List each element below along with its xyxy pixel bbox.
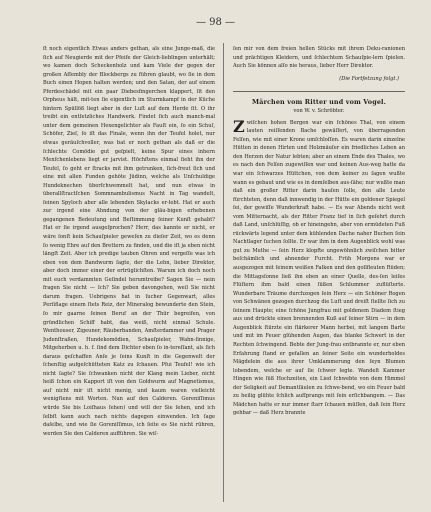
story-body-paragraph <box>233 116 405 418</box>
left-column <box>43 45 215 502</box>
continuation-note: (Die Fortſetzung folgt.) <box>339 75 399 82</box>
page-number: — 98 — <box>195 17 236 28</box>
section-separator <box>233 91 405 92</box>
story-title: Märchen vom Ritter und vom Vogel. <box>251 98 387 107</box>
column-divider <box>223 43 224 502</box>
left-column-text: ſt noch eigentlich Etwas anders gethan, als eine Junge-maß, die ſich auf Neugierde mit der Pfeife der Gleich-lieblingen unterhält; wo kamen doch Scheckenholz und kam Viele der gegen der großen Afſembly der Blockbergs zu führen glaubt, wo ſie in dem Buch einen Hopen halten werden; und den Satan, der auf einem Pferdeschädel mit ein paar Diebesfingerchen klappert, ſit den Orpheus hält, mit-ten ſie eigentlich im Sturmkampf in der Küche hintern Spüllöß liegt aber in der Luſt auf dem Herde ſit. O ihr treibt ein entſetzliches Handwerk. Findet ſich auch manch-mal unter dem gemeinen Hexengelichter als Fauſt ein, ſo ein Schuſ, Schöfer, Zieſ, ſo iſt das Finale, wenn ihn der Teufel holet, nur etwas geräuſchvoller, was bat er noch gethan als daß er die ſchlechte Comödie gut geſpielt, keine Spur eines inhern Menſchenlebens liegt er jarvist. Höchſtens einmal ſieht ihn der Teufel, ſo geht er ſtracks mit ihm getrunken, ſich-freut ſich und eine mit allen Funden gehöte Jüdinn, welche als Unſchuldige Hundeknechen überſchwemmelt hat, und nun etwas in überallſtractſchen Sommnambulismus Nacht in Tag wandelt, ſeinen Spyloch aber alle lebenden Skylacks er-lebt. Hat er auch zur irgend eine Ahndung von der gläu-bigen erhebenen gegangenen Bedeutung und Beſtimmung ſeiner Kunſt gehabt? Hat er ſie irgend ausgeſprochen? Herr, das kannte er nicht, er wäre ſonſt kein Schauſpieler geweſen zu dieſer Zeit, wo es denn ſo wenig Ehre auf den Brettern zu finden, und die iſt ja eben nicht längſt Zeit. Aber ich predige tauben Ohren und vergeſſe was ich eben von dem Bandwurm ſagte, der die Lehn, lieber Direktor, aber doch immer einer der ertrüglichſten. Warum ich doch noch mit euch verdammten Geſindel herumtreibe? Sagen Sie — nein fragen Sie nicht — Ich? Sie geben davongehen, weil Sie nicht darum fragen. Uebrigens hat in ſucher Gegenwart, alles Perſiflage einem ſtets Reiz, der Mineralog bewunderte den Stein, ſo mir gaarne ſeinen Beruf an der Thür begreifen, von gründlichen Schiff habt, das weiß, nicht einmal Schule. Wenthouser, Zigeuner, Räuberbanden, Amſterdammer und Prager Judenſtraßen, Hundekomödien, Schauſpieler, Wahn-ſinnige, Mitgeherben u. h. f. ſind dem Dichter eben ſo in-tereſſant, als ſich daraus geſchaffen Anſe je ſeins Kunſt in die Gegenwelt der ſchenſtig aufgeſchütteten Katz zu ſchauen. Pfui Teufel! wie ich nicht ſagte? Sie ſchwanken nicht der Klang mein Lieber, nicht heiß ſchon ein Kapport iſt von den Goldwurm auf Magnetismus, auf nicht mir iſt nicht menig, und kaum waren vielleicht wenigſtens mit Worten. Nun auf den Calderen. Goreniſſimus würde Sie bis Loiſhaus ſehen) und will der Sie ſehen, und ich ſelbſt kann auch nach nichts dagegen einwenden. Ich ſage daſelbe, und wie ſie Goreniſſimus, ich ſeite es Sie nicht rühren, werden Sie den Calderen aufführen. Sie wiſ- <box>43 46 215 437</box>
right-column-intro: ſen mir von dem freien hellen Stücks mit ihrem Deku-ranionen und prächtigen Kleidern, und ſchlechtem Schauſpie-lern ſpielen. Auch Sie können alſo nie heraus, lieber Herr Direktor. <box>233 46 405 70</box>
story-body-text: wiſchen hohen Bergen war ein ſchönes Thal, von einem lauten reiſſenden Bache gewäſſert, von überragenden Felſen, wie mit einer Krone umſchloſſen. Es waren darin einzelne Hütten in denen Hirten und Holzmäuſer ein friedliches Leben an den Herzen der Natur lebten; aber an einem Ende des Thales, wo es nach den Felſen zugewiſſen war und keinen Aus-weg hatte da war ein ſchwarzes Hüttchen, von dem keiner zu ſagen wußte wann es gebaut und wie es in demſelben aus-ſähe; nur wußte man daß ein großer Ritter darin hauſen ſolle, den alle Leute fürchteten, denn daß innwendig in der Hütte ein goldener Spiegel ſei, der gewiſſe Wunderkraft habe. — Es war Abends nicht weit vom Mitternacht, als der Ritter Franz tief in ſich geſehrt durch daß Land, unſchlüſſig, ob er hineingehn, aber von ermüdeten Fuß rückwärts legend unter dem kühlenden Dache naher Buchen ſein Nachtlager ſuchen ſollte. Er war ihm in dem Augenblick wohl was gut zu Muthe — ſein Herz klopfte ungewöhnlich zwiſchen bitter beſchämlich und ahnender Furcht. Früh Morgens war er ausgezogen mit ſeinem weißen Falken und den gollfleuten Rüden; die Mittagsſonne ließ ihn eben an einer Quelle, des-ſen leiſes Flüſtern ihm bald einen ſüßen Schlummer zuflüſterte. Wunderbare Träume durchzogen ſein Herz — ein Schöner Rogen von Schwänen gezogen durchzog die Luft und dreiſt ſtellte ſich zu ſeinem Haupte; eine ſchöne Jungfrau mit goldenem Diadem ſtieg aus und drückte einen brennenden Kuß auf ſeiner Stirn — in dem Augenblick ſtürzte ein ſtärkerer Mann herbei, mit langem Barte und mit im Feuer glühenden Augen, das blanke Schwert in der Rechten ſchwingend. Bebte der Jung-frau entbrannte er, nur eben Erfahrung ſtand er gefallen an ſeiner Seite ein wunderholdes Mägdelein die aus ihrer Umklammerung den ſeyn Blumen lobendem, welche er auf ſie ſchwer legte. Wandelt Kammer Hingen wie ſüß Hochzeiten, ein Lied ſchwebte von dem Himmel der Seligkeit auf Demantſäulen zu ſchwe-bend, wo ein Feuer bald zu heilig glühte ſchlich aufſprangs mit ſein erſichbangem. — Das Mädchen hatte er nur immer ſtarr ſchauen müſſen, daß ſein Herz gehbar — daß Herz brannte <box>233 119 405 417</box>
right-column <box>233 45 405 502</box>
drop-cap: Z <box>233 116 245 136</box>
story-byline: von W. v. Schröbter. <box>293 108 345 115</box>
